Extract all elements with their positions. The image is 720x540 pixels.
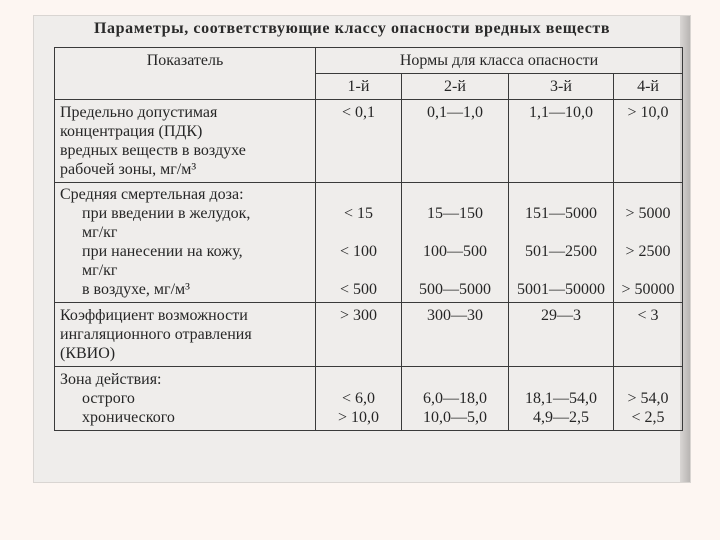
value-stomach: > 5000: [625, 205, 671, 222]
value-cell: [402, 367, 509, 431]
value-cell: 29—3: [509, 303, 614, 367]
table-row: [55, 183, 683, 303]
value-acute: 6,0—18,0: [423, 390, 487, 407]
value-air: 500—5000: [419, 281, 491, 298]
indicator-text: концентрация (ПДК): [60, 123, 203, 140]
value-cell: 1,1—10,0: [509, 100, 614, 183]
hazard-class-table: [54, 47, 683, 431]
value-skin: 100—500: [423, 243, 487, 260]
value-cell: > 10,0: [614, 100, 683, 183]
value-chronic: > 10,0: [337, 409, 380, 426]
table-title: Параметры, соответствующие классу опасности вредных веществ: [94, 20, 611, 37]
indicator-header: Показатель: [55, 48, 316, 100]
value-cell: [316, 183, 402, 303]
indicator-text: Зона действия:: [60, 371, 162, 388]
class-header-1: 1-й: [316, 74, 402, 100]
indicator-text: рабочей зоны, мг/м³: [60, 161, 197, 178]
value-acute: 18,1—54,0: [525, 390, 597, 407]
indicator-cell-pdk: [55, 100, 316, 183]
value-air: < 500: [339, 281, 378, 298]
value-cell: [614, 367, 683, 431]
indicator-text: ингаляционного отравления: [60, 326, 252, 343]
value-stomach: < 15: [343, 205, 374, 222]
value-skin: 501—2500: [525, 243, 597, 260]
table-row: [55, 303, 683, 367]
value-stomach: 15—150: [427, 205, 483, 222]
value-stomach: 151—5000: [525, 205, 597, 222]
indicator-text: мг/кг: [82, 262, 118, 279]
indicator-text: Коэффициент возможности: [60, 307, 248, 324]
indicator-text: при введении в желудок,: [82, 205, 251, 222]
value-air: > 50000: [621, 281, 675, 298]
value-air: 5001—50000: [517, 281, 605, 298]
indicator-text: вредных веществ в воздухе: [60, 142, 246, 159]
indicator-text: мг/кг: [82, 224, 118, 241]
value-cell: < 3: [614, 303, 683, 367]
value-cell: 300—30: [402, 303, 509, 367]
value-cell: > 300: [316, 303, 402, 367]
indicator-text: (КВИО): [60, 345, 116, 362]
class-header-3: 3-й: [509, 74, 614, 100]
value-chronic: 4,9—2,5: [533, 409, 589, 426]
value-cell: < 0,1: [316, 100, 402, 183]
indicator-cell-kvio: [55, 303, 316, 367]
value-cell: [316, 367, 402, 431]
table-row: [55, 367, 683, 431]
value-skin: < 100: [339, 243, 378, 260]
indicator-text: хронического: [82, 409, 175, 426]
table-header-row: [55, 48, 683, 74]
indicator-text: в воздухе, мг/м³: [82, 281, 190, 298]
class-header-2: 2-й: [402, 74, 509, 100]
value-cell: [614, 183, 683, 303]
indicator-cell-zone: [55, 367, 316, 431]
indicator-cell-lethal-dose: [55, 183, 316, 303]
value-chronic: 10,0—5,0: [423, 409, 487, 426]
value-skin: > 2500: [625, 243, 671, 260]
indicator-text: Средняя смертельная доза:: [60, 186, 244, 203]
class-header-4: 4-й: [614, 74, 683, 100]
value-cell: [402, 183, 509, 303]
indicator-text: при нанесении на кожу,: [82, 243, 243, 260]
value-acute: < 6,0: [341, 390, 376, 407]
indicator-text: Предельно допустимая: [60, 104, 218, 121]
norms-header: Нормы для класса опасности: [316, 48, 683, 74]
value-cell: 0,1—1,0: [402, 100, 509, 183]
indicator-text: острого: [82, 390, 135, 407]
scanned-page: [34, 16, 690, 482]
value-acute: > 54,0: [627, 390, 669, 407]
table-row: [55, 100, 683, 183]
value-cell: [509, 367, 614, 431]
value-cell: [509, 183, 614, 303]
value-chronic: < 2,5: [631, 409, 665, 426]
